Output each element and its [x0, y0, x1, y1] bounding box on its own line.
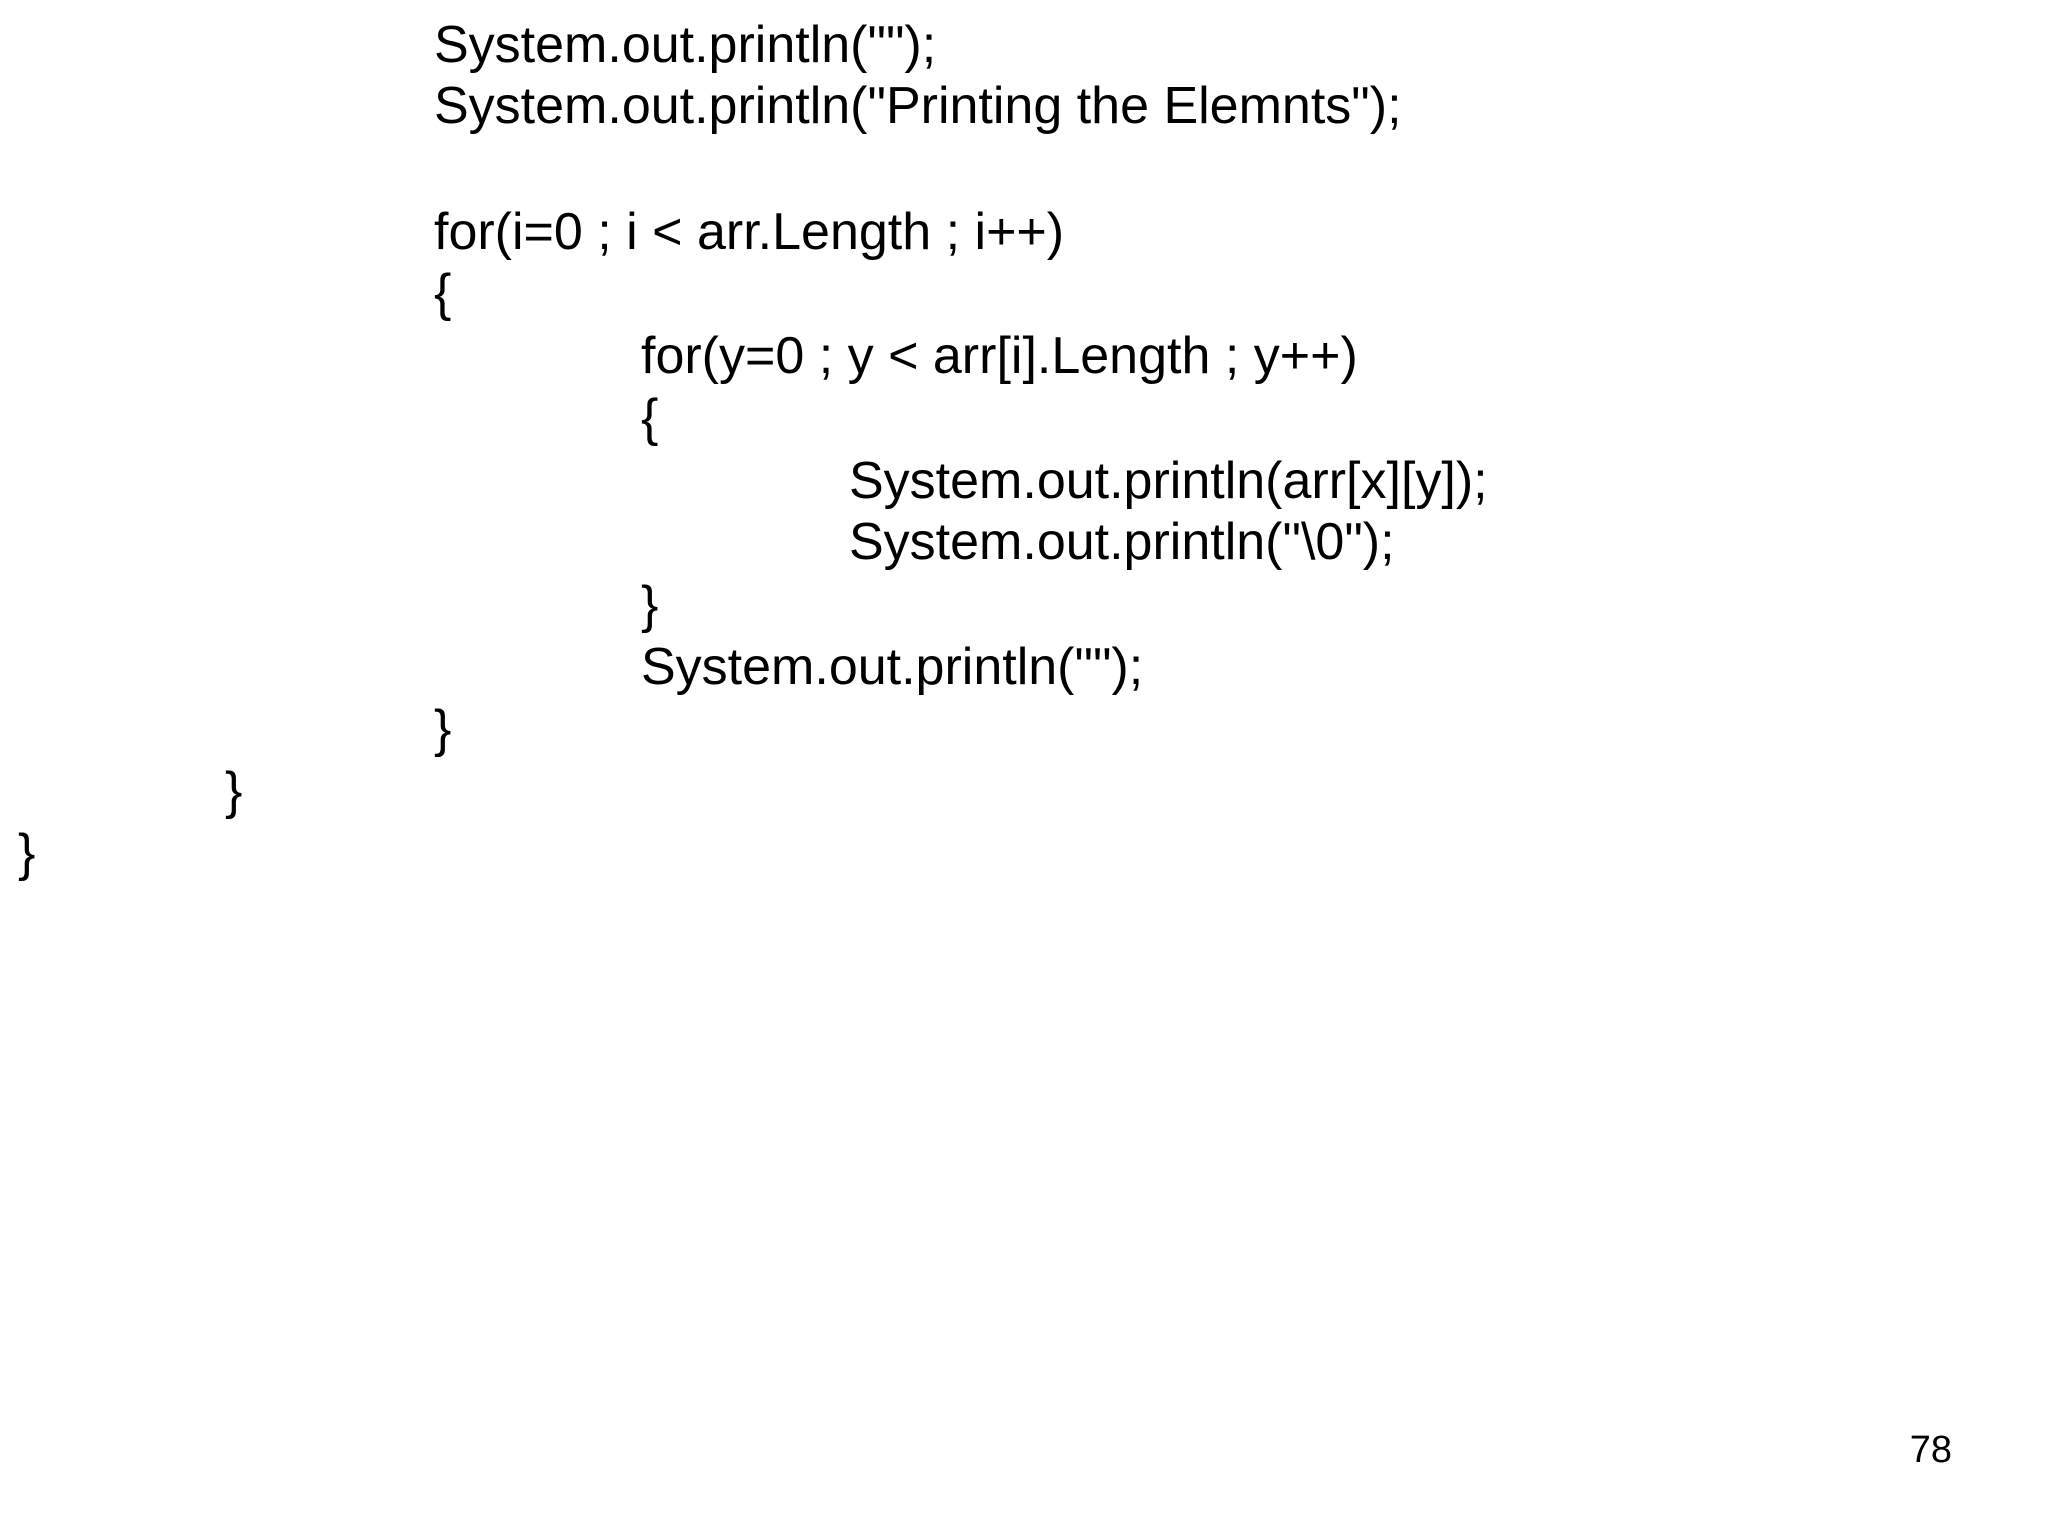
code-line-outer-for: for(i=0 ; i < arr.Length ; i++) — [434, 203, 1065, 261]
page-number: 78 — [1909, 1429, 1952, 1471]
code-line-print-newline: System.out.println(""); — [641, 638, 1144, 696]
code-line-print-element: System.out.println(arr[x][y]); — [849, 452, 1488, 510]
code-line-outer-open-brace: { — [434, 264, 452, 322]
code-line-inner-close-brace: } — [641, 576, 659, 634]
code-line-print-empty: System.out.println(""); — [434, 16, 937, 74]
code-line-outer-close-brace: } — [434, 700, 452, 758]
code-line-class-close-brace: } — [18, 824, 36, 882]
code-line-print-null-char: System.out.println("\0"); — [849, 513, 1395, 571]
code-line-inner-for: for(y=0 ; y < arr[i].Length ; y++) — [641, 327, 1358, 385]
code-line-method-close-brace: } — [225, 762, 243, 820]
code-line-inner-open-brace: { — [641, 389, 659, 447]
code-line-print-heading: System.out.println("Printing the Elemnts"); — [434, 77, 1402, 135]
